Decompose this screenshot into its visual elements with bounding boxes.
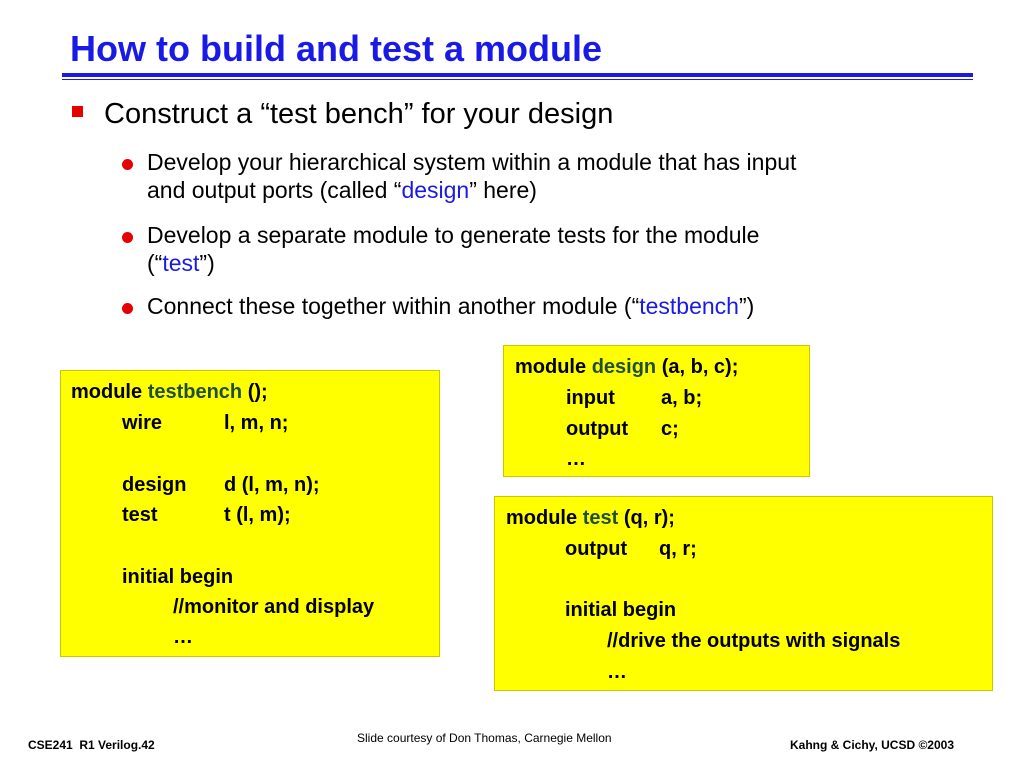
- code-keyword: wire: [122, 412, 163, 434]
- code-keyword: output: [565, 538, 628, 560]
- footer-course: CSE241 R1 Verilog.42: [28, 738, 155, 752]
- dot-bullet-icon: [122, 303, 133, 314]
- code-value: t (l, m);: [224, 504, 291, 526]
- highlight-design: design: [401, 177, 470, 203]
- sub-bullet-line: (“test”): [147, 250, 215, 276]
- highlight-test: test: [162, 250, 200, 276]
- code-line: module test (q, r);: [506, 507, 675, 529]
- code-comment: //drive the outputs with signals: [607, 630, 901, 652]
- code-keyword: test: [122, 504, 158, 526]
- test-code-box: [494, 496, 993, 691]
- testbench-code-box: [60, 370, 440, 657]
- title-underline-thin: [62, 79, 973, 80]
- module-name: test: [582, 507, 619, 529]
- code-keyword: design: [122, 474, 187, 496]
- dot-bullet-icon: [122, 232, 133, 243]
- code-ellipsis: …: [566, 448, 586, 470]
- code-comment: //monitor and display: [173, 596, 375, 618]
- code-line: module testbench ();: [71, 381, 268, 403]
- code-value: c;: [661, 418, 679, 440]
- square-bullet-icon: [72, 106, 83, 117]
- highlight-testbench: testbench: [639, 293, 739, 319]
- main-bullet-text: Construct a “test bench” for your design: [104, 98, 614, 130]
- title-underline: [62, 73, 973, 77]
- design-code-box: [503, 345, 810, 477]
- footer-credit: Slide courtesy of Don Thomas, Carnegie Mellon: [357, 731, 612, 745]
- sub-bullet-line: and output ports (called “design” here): [147, 177, 537, 203]
- footer-copyright: Kahng & Cichy, UCSD ©2003: [790, 738, 954, 752]
- code-line: initial begin: [122, 566, 234, 588]
- sub-bullet-text: [147, 292, 754, 320]
- code-keyword: output: [566, 418, 629, 440]
- code-value: q, r;: [659, 538, 697, 560]
- sub-bullet-line: Connect these together within another module (“testbench”): [147, 293, 755, 319]
- code-value: l, m, n;: [224, 412, 289, 434]
- code-keyword: input: [566, 387, 615, 409]
- sub-bullet-text: [147, 221, 759, 277]
- sub-bullet-line: Develop your hierarchical system within a module that has input: [147, 149, 797, 175]
- code-ellipsis: …: [173, 626, 193, 648]
- module-name: testbench: [147, 381, 243, 403]
- code-value: a, b;: [661, 387, 703, 409]
- sub-bullet-text: [147, 148, 796, 204]
- code-line: initial begin: [565, 599, 677, 621]
- code-value: d (l, m, n);: [224, 474, 320, 496]
- code-line: module design (a, b, c);: [515, 356, 739, 378]
- slide-title: How to build and test a module: [70, 28, 603, 69]
- sub-bullet-line: Develop a separate module to generate tests for the module: [147, 222, 760, 248]
- code-ellipsis: …: [607, 661, 627, 683]
- module-name: design: [591, 356, 657, 378]
- dot-bullet-icon: [122, 159, 133, 170]
